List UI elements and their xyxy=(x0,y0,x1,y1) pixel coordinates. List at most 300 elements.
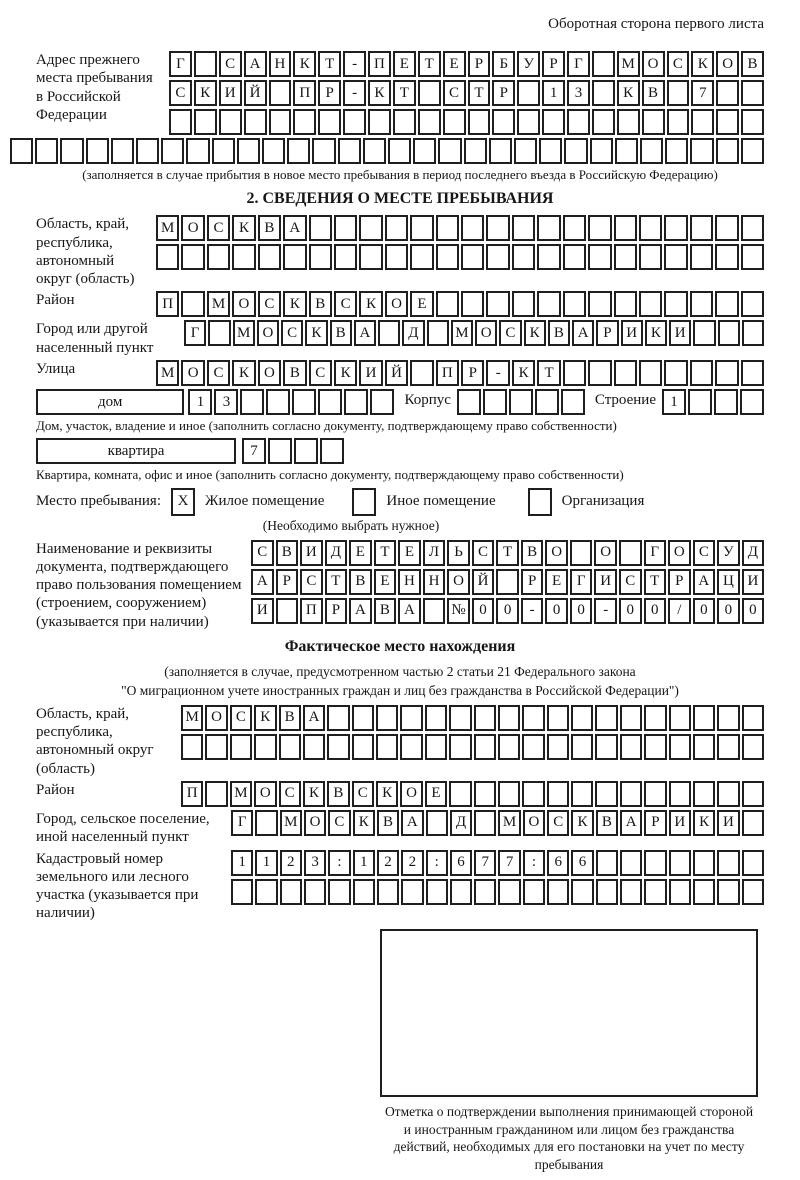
char-cell: О xyxy=(205,705,227,731)
char-cell xyxy=(742,705,764,731)
district-row xyxy=(156,291,764,317)
char-cell xyxy=(592,80,615,106)
char-cell xyxy=(10,138,33,164)
actual-district-row xyxy=(181,781,764,807)
char-cell xyxy=(35,138,58,164)
actual-region-row-2 xyxy=(181,734,764,760)
char-cell xyxy=(741,109,764,135)
char-cell xyxy=(161,138,184,164)
char-cell: Н xyxy=(398,569,421,595)
char-cell: 7 xyxy=(691,80,714,106)
street-field xyxy=(36,360,764,386)
char-cell: Е xyxy=(349,540,372,566)
char-cell: О xyxy=(668,540,691,566)
char-cell xyxy=(537,244,560,270)
char-cell xyxy=(359,244,382,270)
char-cell xyxy=(512,291,535,317)
district-label: Район xyxy=(36,292,75,309)
char-cell: Т xyxy=(468,80,491,106)
char-cell: Т xyxy=(537,360,560,386)
char-cell xyxy=(642,109,665,135)
char-cell: О xyxy=(232,291,255,317)
stay-type-option-organization: Организация xyxy=(561,493,645,510)
char-cell xyxy=(592,51,615,77)
char-cell xyxy=(136,138,159,164)
prev-address-caption: (заполняется в случае прибытия в новое место пребывания в период последнего въезда в Российскую Федерацию) xyxy=(82,167,718,182)
char-cell xyxy=(563,244,586,270)
char-cell xyxy=(376,705,398,731)
char-cell xyxy=(344,389,368,415)
char-cell xyxy=(474,879,496,905)
char-cell: П xyxy=(368,51,391,77)
char-cell xyxy=(741,215,764,241)
char-cell: 2 xyxy=(280,850,302,876)
char-cell xyxy=(693,781,715,807)
char-cell: Р xyxy=(521,569,544,595)
char-cell xyxy=(669,781,691,807)
char-cell xyxy=(410,244,433,270)
char-cell: У xyxy=(717,540,740,566)
char-cell: Е xyxy=(545,569,568,595)
char-cell: К xyxy=(368,80,391,106)
char-cell: К xyxy=(293,51,316,77)
char-cell: Р xyxy=(596,320,618,346)
char-cell xyxy=(320,438,344,464)
char-cell xyxy=(690,360,713,386)
char-cell: М xyxy=(451,320,473,346)
char-cell xyxy=(425,734,447,760)
char-cell xyxy=(539,138,562,164)
char-cell: М xyxy=(230,781,252,807)
char-cell xyxy=(294,438,318,464)
char-cell xyxy=(619,540,642,566)
char-cell: Д xyxy=(325,540,348,566)
char-cell xyxy=(514,138,537,164)
char-cell xyxy=(436,244,459,270)
char-cell: № xyxy=(447,598,470,624)
char-cell: К xyxy=(359,291,382,317)
char-cell: 0 xyxy=(496,598,519,624)
char-cell xyxy=(280,879,302,905)
actual-region-field xyxy=(36,705,764,778)
char-cell xyxy=(669,705,691,731)
char-cell: : xyxy=(328,850,350,876)
char-cell xyxy=(664,360,687,386)
char-cell xyxy=(691,109,714,135)
char-cell xyxy=(639,360,662,386)
char-cell: В xyxy=(327,781,349,807)
cadastral-rows xyxy=(231,850,764,905)
char-cell xyxy=(639,215,662,241)
char-cell xyxy=(716,80,739,106)
char-cell xyxy=(400,734,422,760)
char-cell: В xyxy=(258,215,281,241)
char-cell: В xyxy=(521,540,544,566)
char-cell xyxy=(664,215,687,241)
char-cell xyxy=(690,291,713,317)
char-cell: И xyxy=(621,320,643,346)
char-cell xyxy=(669,734,691,760)
char-cell: 2 xyxy=(377,850,399,876)
char-cell: О xyxy=(594,540,617,566)
char-cell: Р xyxy=(468,51,491,77)
char-cell: С xyxy=(219,51,242,77)
char-cell: К xyxy=(254,705,276,731)
cadastral-row-2 xyxy=(231,879,764,905)
actual-location-caption-line1: (заполняется в случае, предусмотренном частью 2 статьи 21 Федерального закона xyxy=(164,664,636,680)
char-cell: Б xyxy=(492,51,515,77)
char-cell xyxy=(156,244,179,270)
char-cell xyxy=(614,360,637,386)
char-cell xyxy=(716,138,739,164)
char-cell xyxy=(547,781,569,807)
char-cell xyxy=(717,705,739,731)
char-cell xyxy=(268,438,292,464)
char-cell: - xyxy=(594,598,617,624)
char-cell: А xyxy=(401,810,423,836)
char-cell xyxy=(464,138,487,164)
char-cell xyxy=(258,244,281,270)
apartment-caption: Квартира, комната, офис и иное (заполнить согласно документу, подтверждающему право собственности) xyxy=(36,467,624,483)
char-cell xyxy=(194,51,217,77)
char-cell xyxy=(588,291,611,317)
char-cell xyxy=(303,734,325,760)
char-cell xyxy=(418,109,441,135)
char-cell xyxy=(588,215,611,241)
apartment-row xyxy=(36,438,764,464)
char-cell: С xyxy=(472,540,495,566)
char-cell xyxy=(449,705,471,731)
char-cell xyxy=(353,879,375,905)
char-cell: С xyxy=(334,291,357,317)
house-caption: Дом, участок, владение и иное (заполнить согласно документу, подтверждающему право собственности) xyxy=(36,418,617,434)
char-cell: К xyxy=(571,810,593,836)
char-cell: 6 xyxy=(547,850,569,876)
char-cell: В xyxy=(642,80,665,106)
char-cell: 2 xyxy=(401,850,423,876)
char-cell: 6 xyxy=(571,850,593,876)
char-cell: А xyxy=(349,598,372,624)
confirmation-caption: Отметка о подтверждении выполнения принимающей стороной и иностранным гражданином или лицом без гражданства действий, необходимых для его постановки на учет по месту пребывания xyxy=(384,1103,754,1173)
prev-address-field xyxy=(36,51,764,135)
char-cell: Г xyxy=(570,569,593,595)
char-cell: 3 xyxy=(304,850,326,876)
char-cell xyxy=(693,734,715,760)
char-cell xyxy=(620,781,642,807)
char-cell xyxy=(588,360,611,386)
char-cell xyxy=(443,109,466,135)
char-cell xyxy=(693,705,715,731)
char-cell: С xyxy=(547,810,569,836)
actual-city-label: Город, сельское поселение, иной населенный пункт xyxy=(36,810,210,846)
char-cell xyxy=(742,781,764,807)
char-cell: 3 xyxy=(214,389,238,415)
char-cell: Е xyxy=(398,540,421,566)
char-cell xyxy=(410,360,433,386)
char-cell: О xyxy=(181,360,204,386)
char-cell: К xyxy=(376,781,398,807)
char-cell: 1 xyxy=(188,389,212,415)
char-cell xyxy=(486,291,509,317)
char-cell xyxy=(547,879,569,905)
char-cell xyxy=(595,781,617,807)
char-cell xyxy=(363,138,386,164)
char-cell xyxy=(522,781,544,807)
char-cell: 0 xyxy=(570,598,593,624)
char-cell: А xyxy=(693,569,716,595)
char-cell: С xyxy=(281,320,303,346)
char-cell xyxy=(517,109,540,135)
char-cell xyxy=(483,389,507,415)
char-cell xyxy=(535,389,559,415)
region-rows xyxy=(156,215,764,270)
char-cell xyxy=(714,389,738,415)
char-cell xyxy=(717,879,739,905)
char-cell xyxy=(561,389,585,415)
char-cell xyxy=(690,138,713,164)
char-cell xyxy=(425,705,447,731)
char-cell: Н xyxy=(423,569,446,595)
char-cell xyxy=(639,244,662,270)
char-cell: 6 xyxy=(450,850,472,876)
char-cell: Д xyxy=(402,320,424,346)
char-cell: И xyxy=(251,598,274,624)
char-cell: 0 xyxy=(742,598,765,624)
char-cell xyxy=(427,320,449,346)
char-cell xyxy=(328,879,350,905)
document-label: Наименование и реквизиты документа, подтверждающего право пользования помещением (строением, сооружением) (указывается при наличии) xyxy=(36,540,242,630)
char-cell: Е xyxy=(443,51,466,77)
char-cell xyxy=(567,109,590,135)
char-cell: Г xyxy=(231,810,253,836)
char-cell: Д xyxy=(450,810,472,836)
char-cell: В xyxy=(349,569,372,595)
char-cell: К xyxy=(283,291,306,317)
prev-address-row-3 xyxy=(169,109,764,135)
char-cell xyxy=(410,215,433,241)
char-cell: М xyxy=(617,51,640,77)
char-cell xyxy=(436,291,459,317)
region-row-2 xyxy=(156,244,764,270)
char-cell: Т xyxy=(418,51,441,77)
char-cell xyxy=(690,215,713,241)
char-cell: С xyxy=(667,51,690,77)
char-cell: О xyxy=(523,810,545,836)
stay-type-option-other: Иное помещение xyxy=(386,493,496,510)
char-cell xyxy=(563,215,586,241)
char-cell: И xyxy=(359,360,382,386)
char-cell: 7 xyxy=(242,438,266,464)
actual-city-row xyxy=(231,810,764,836)
document-row-2 xyxy=(251,569,764,595)
char-cell: К xyxy=(303,781,325,807)
char-cell: Г xyxy=(644,540,667,566)
actual-location-caption xyxy=(36,663,764,701)
char-cell xyxy=(426,879,448,905)
char-cell xyxy=(620,850,642,876)
char-cell xyxy=(644,850,666,876)
char-cell: О xyxy=(642,51,665,77)
char-cell xyxy=(512,244,535,270)
char-cell xyxy=(742,810,764,836)
house-box: дом xyxy=(36,389,184,415)
char-cell xyxy=(401,879,423,905)
char-cell xyxy=(186,138,209,164)
char-cell: И xyxy=(300,540,323,566)
char-cell: К xyxy=(645,320,667,346)
stay-type-checkbox-other xyxy=(352,488,376,516)
char-cell xyxy=(717,734,739,760)
char-cell xyxy=(644,734,666,760)
char-cell xyxy=(283,244,306,270)
char-cell xyxy=(181,734,203,760)
char-cell xyxy=(212,138,235,164)
char-cell xyxy=(292,389,316,415)
char-cell: 1 xyxy=(231,850,253,876)
char-cell xyxy=(667,109,690,135)
char-cell xyxy=(293,109,316,135)
char-cell xyxy=(385,215,408,241)
char-cell: И xyxy=(219,80,242,106)
char-cell: Т xyxy=(325,569,348,595)
char-cell xyxy=(492,109,515,135)
char-cell: С xyxy=(207,360,230,386)
prev-address-row-1 xyxy=(169,51,764,77)
char-cell: С xyxy=(443,80,466,106)
char-cell xyxy=(276,598,299,624)
char-cell: П xyxy=(300,598,323,624)
char-cell: В xyxy=(548,320,570,346)
char-cell: К xyxy=(693,810,715,836)
street-row xyxy=(156,360,764,386)
char-cell xyxy=(615,138,638,164)
char-cell: А xyxy=(303,705,325,731)
char-cell: М xyxy=(280,810,302,836)
char-cell xyxy=(522,734,544,760)
char-cell xyxy=(205,734,227,760)
char-cell xyxy=(595,705,617,731)
char-cell xyxy=(742,850,764,876)
char-cell: В xyxy=(309,291,332,317)
char-cell: К xyxy=(617,80,640,106)
char-cell: К xyxy=(194,80,217,106)
char-cell xyxy=(309,244,332,270)
char-cell xyxy=(547,705,569,731)
char-cell xyxy=(740,389,764,415)
char-cell: Е xyxy=(425,781,447,807)
char-cell xyxy=(468,109,491,135)
char-cell: - xyxy=(521,598,544,624)
char-cell: А xyxy=(354,320,376,346)
char-cell xyxy=(377,879,399,905)
char-cell: Р xyxy=(461,360,484,386)
char-cell xyxy=(436,215,459,241)
char-cell xyxy=(86,138,109,164)
char-cell: : xyxy=(523,850,545,876)
actual-location-caption-line2: "О миграционном учете иностранных граждан и лиц без гражданства в Российской Федерации") xyxy=(121,682,679,698)
char-cell: О xyxy=(385,291,408,317)
char-cell xyxy=(595,734,617,760)
char-cell xyxy=(590,138,613,164)
char-cell: О xyxy=(545,540,568,566)
char-cell: М xyxy=(181,705,203,731)
char-cell: В xyxy=(283,360,306,386)
char-cell xyxy=(644,781,666,807)
char-cell xyxy=(318,109,341,135)
char-cell xyxy=(640,138,663,164)
char-cell xyxy=(741,291,764,317)
char-cell xyxy=(498,734,520,760)
cadastral-field xyxy=(36,850,764,923)
char-cell xyxy=(378,320,400,346)
document-row-3 xyxy=(251,598,764,624)
stay-type-checkbox-residential: X xyxy=(171,488,195,516)
char-cell: Е xyxy=(410,291,433,317)
char-cell: М xyxy=(156,360,179,386)
char-cell: Ц xyxy=(717,569,740,595)
char-cell xyxy=(309,215,332,241)
char-cell: С xyxy=(300,569,323,595)
char-cell xyxy=(570,540,593,566)
char-cell: Г xyxy=(184,320,206,346)
char-cell: : xyxy=(426,850,448,876)
char-cell xyxy=(237,138,260,164)
char-cell: Н xyxy=(269,51,292,77)
char-cell: А xyxy=(283,215,306,241)
char-cell: В xyxy=(374,598,397,624)
char-cell xyxy=(571,734,593,760)
char-cell: Р xyxy=(318,80,341,106)
char-cell: 7 xyxy=(474,850,496,876)
char-cell: - xyxy=(343,80,366,106)
stay-type-checkbox-organization xyxy=(528,488,552,516)
char-cell: Е xyxy=(374,569,397,595)
char-cell xyxy=(60,138,83,164)
stay-type-row xyxy=(36,488,764,516)
char-cell: Г xyxy=(169,51,192,77)
char-cell xyxy=(352,734,374,760)
char-cell xyxy=(449,781,471,807)
char-cell xyxy=(207,244,230,270)
char-cell: Т xyxy=(318,51,341,77)
char-cell xyxy=(269,80,292,106)
char-cell: А xyxy=(572,320,594,346)
char-cell xyxy=(359,215,382,241)
char-cell xyxy=(717,850,739,876)
char-cell xyxy=(741,138,764,164)
char-cell xyxy=(262,138,285,164)
char-cell xyxy=(715,291,738,317)
char-cell: К xyxy=(232,215,255,241)
char-cell: И xyxy=(594,569,617,595)
cadastral-row-1 xyxy=(231,850,764,876)
char-cell: В xyxy=(741,51,764,77)
char-cell xyxy=(400,705,422,731)
char-cell xyxy=(592,109,615,135)
char-cell xyxy=(588,244,611,270)
region-row-1 xyxy=(156,215,764,241)
char-cell xyxy=(509,389,533,415)
char-cell: О xyxy=(254,781,276,807)
char-cell xyxy=(571,705,593,731)
char-cell xyxy=(498,705,520,731)
char-cell: О xyxy=(257,320,279,346)
char-cell xyxy=(693,879,715,905)
char-cell xyxy=(517,80,540,106)
document-field xyxy=(36,540,764,631)
char-cell xyxy=(312,138,335,164)
char-cell: В xyxy=(330,320,352,346)
